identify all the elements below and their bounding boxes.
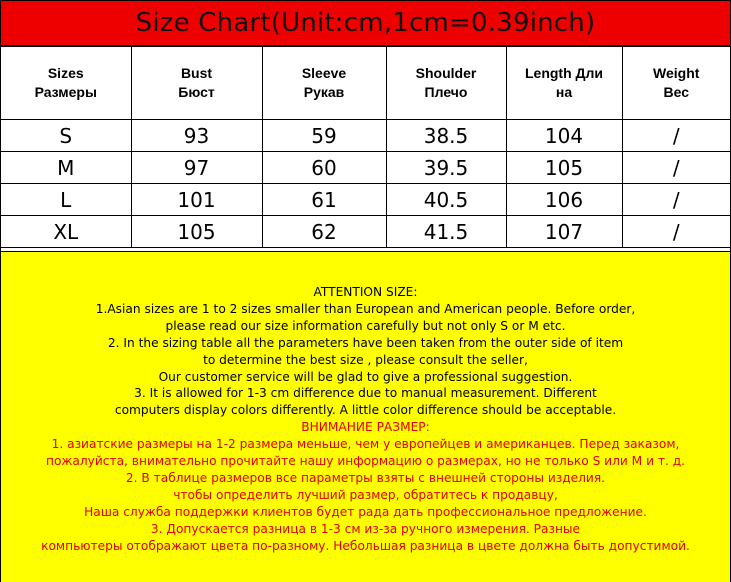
notice-line-russian: пожалуйста, внимательно прочитайте нашу информацию о размерах, но не только S или M и т. д.	[45, 454, 686, 469]
shoulder-header	[386, 47, 506, 120]
bust-header-english: Bust	[180, 65, 213, 81]
notice-line-russian: 1. азиатские размеры на 1-2 размера меньше, чем у европейцев и американцев. Перед заказом,	[51, 437, 680, 452]
bust-header-russian: Бюст	[178, 84, 215, 100]
size-cell: XL	[1, 216, 131, 248]
length-header	[506, 47, 622, 120]
sizes-header	[1, 47, 131, 120]
sleeve-cell: 60	[262, 152, 386, 184]
weight-header-russian: Вес	[663, 84, 689, 100]
length-cell: 107	[506, 216, 622, 248]
weight-cell: /	[622, 120, 730, 152]
sleeve-cell: 59	[262, 120, 386, 152]
bust-cell: 101	[131, 184, 262, 216]
notice-line-russian: 2. В таблице размеров все параметры взяты с внешней стороны изделия.	[125, 470, 606, 485]
notice-line-english: 2. In the sizing table all the parameters have been taken from the outer side of item	[107, 335, 624, 350]
bust-cell: 93	[131, 120, 262, 152]
attention-heading-russian: ВНИМАНИЕ РАЗМЕР:	[301, 420, 430, 435]
attention-notice	[1, 251, 730, 582]
notice-text-block	[1, 284, 730, 555]
notice-line-russian: 3. Допускается разница в 1-3 см из-за ручного измерения. Разные	[150, 521, 581, 536]
sizes-header-russian: Размеры	[34, 84, 97, 100]
shoulder-cell: 41.5	[386, 216, 506, 248]
table-header-row	[1, 47, 730, 120]
size-table	[1, 46, 730, 248]
notice-line-english: 1.Asian sizes are 1 to 2 sizes smaller than European and American people. Before order,	[95, 301, 636, 316]
size-cell: S	[1, 120, 131, 152]
notice-line-english: to determine the best size , please consult the seller,	[203, 352, 528, 367]
weight-header-english: Weight	[653, 65, 700, 81]
length-header-english: Length Дли	[524, 65, 604, 81]
bust-cell: 97	[131, 152, 262, 184]
size-cell: L	[1, 184, 131, 216]
sleeve-header-russian: Рукав	[303, 84, 345, 100]
bust-header	[131, 47, 262, 120]
bust-cell: 105	[131, 216, 262, 248]
notice-line-russian: компьютеры отображают цвета по-разному. Небольшая разница в цвете должна быть допустимой.	[41, 538, 690, 553]
weight-cell: /	[622, 152, 730, 184]
shoulder-cell: 38.5	[386, 120, 506, 152]
sleeve-cell: 61	[262, 184, 386, 216]
sleeve-header-english: Sleeve	[301, 65, 347, 81]
table-row	[1, 184, 730, 216]
size-table-body	[1, 47, 730, 248]
table-row	[1, 120, 730, 152]
weight-cell: /	[622, 216, 730, 248]
size-chart-title: Size Chart(Unit:cm,1cm=0.39inch)	[135, 8, 596, 38]
notice-line-russian: Наша служба поддержки клиентов будет рада дать профессиональное предложение.	[84, 504, 647, 519]
notice-line-english: please read our size information carefully but not only S or M etc.	[165, 318, 566, 333]
notice-line-english: computers display colors differently. A little color difference should be acceptable.	[114, 403, 617, 418]
sizes-header-english: Sizes	[47, 65, 84, 81]
sleeve-header	[262, 47, 386, 120]
size-cell: M	[1, 152, 131, 184]
attention-heading-english: ATTENTION SIZE:	[313, 285, 418, 299]
length-cell: 106	[506, 184, 622, 216]
shoulder-cell: 40.5	[386, 184, 506, 216]
length-cell: 104	[506, 120, 622, 152]
table-row	[1, 216, 730, 248]
notice-line-russian: чтобы определить лучший размер, обратитесь к продавцу,	[173, 487, 558, 502]
shoulder-header-english: Shoulder	[415, 65, 477, 81]
sleeve-cell: 62	[262, 216, 386, 248]
weight-header	[622, 47, 730, 120]
weight-cell: /	[622, 184, 730, 216]
table-row	[1, 152, 730, 184]
length-cell: 105	[506, 152, 622, 184]
length-header-russian: на	[555, 84, 573, 100]
notice-line-english: 3. It is allowed for 1-3 cm difference due to manual measurement. Different	[134, 386, 597, 401]
title-bar	[1, 1, 730, 46]
shoulder-cell: 39.5	[386, 152, 506, 184]
shoulder-header-russian: Плечо	[424, 84, 468, 100]
notice-line-english: Our customer service will be glad to give a professional suggestion.	[158, 369, 573, 384]
